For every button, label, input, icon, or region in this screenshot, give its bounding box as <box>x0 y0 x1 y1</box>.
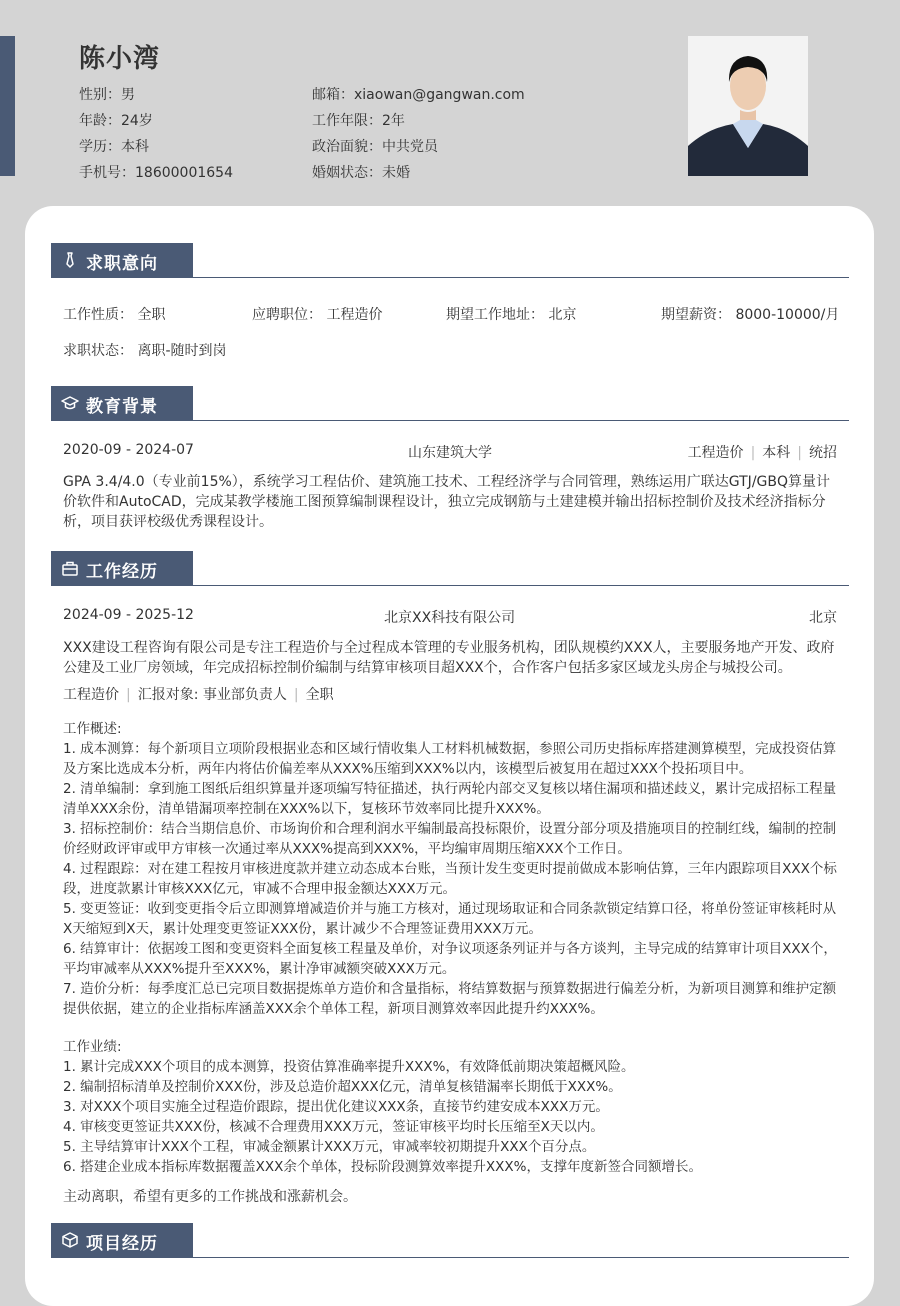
achievement-item: 2. 编制招标清单及控制价XXX份，涉及总造价超XXX亿元，清单复核错漏率长期低于XXX%。 <box>63 1079 622 1095</box>
intent-location: 期望工作地址： 北京 <box>446 307 577 323</box>
achievement-item: 4. 审核变更签证共XXX份，核减不合理费用XXX万元，签证审核平均时长压缩至X天以内。 <box>63 1119 604 1135</box>
work-section-title: 工作经历 <box>86 562 158 582</box>
education-description: GPA 3.4/4.0（专业前15%），系统学习工程估价、建筑施工技术、工程经济学与合同管理，熟练运用广联达GTJ/GBQ算量计价软件和AutoCAD，完成某教学楼施工图预算编制课程设计，独立完成钢筋与土建建模并输出招标控制价及技术经济指标分析，项目获评校级优秀课程设计。 <box>63 474 831 530</box>
intent-status: 求职状态： 离职-随时到岗 <box>63 343 227 359</box>
education-meta: 工程造价 | 本科 | 统招 <box>687 445 837 461</box>
education-major: 工程造价 <box>687 445 744 461</box>
political-status-info: 政治面貌：中共党员 <box>312 139 438 155</box>
overview-item: 3. 招标控制价：结合当期信息价、市场询价和合理利润水平编制最高投标限价，设置分部分项及措施项目的控制红线，编制的控制价经财政评审或甲方审核一次通过率从XXX%提高到XXX%，平均编审周期压缩XXX个工作日。 <box>63 821 837 857</box>
phone-info: 手机号：18600001654 <box>79 165 233 181</box>
education-info: 学历：本科 <box>79 139 149 155</box>
overview-item: 5. 变更签证：收到变更指令后立即测算增减造价并与施工方核对，通过现场取证和合同条款锁定结算口径，将单份签证审核耗时从X天缩短到X天，累计处理变更签证XXX份，累计减少不合理签证费用XXX万元。 <box>63 901 837 937</box>
tie-icon <box>61 251 79 269</box>
intent-section-header <box>51 243 849 278</box>
leave-reason: 主动离职，希望有更多的工作挑战和涨薪机会。 <box>63 1189 357 1205</box>
header-accent-bar <box>0 36 15 176</box>
achievements-label: 工作业绩: <box>63 1039 122 1055</box>
achievement-item: 5. 主导结算审计XXX个工程，审减金额累计XXX万元，审减率较初期提升XXX个百分点。 <box>63 1139 596 1155</box>
work-section-tab <box>51 551 193 585</box>
work-report-to: 汇报对象: 事业部负责人 <box>137 687 287 703</box>
work-company: 北京XX科技有限公司 <box>384 610 516 626</box>
intent-type: 工作性质： 全职 <box>63 307 166 323</box>
overview-label: 工作概述: <box>63 721 122 737</box>
intent-salary: 期望薪资： 8000-10000/月 <box>661 307 840 323</box>
work-employment: 全职 <box>305 687 334 703</box>
overview-item: 7. 造价分析：每季度汇总已完项目数据提炼单方造价和含量指标，将结算数据与预算数据进行偏差分析，为新项目测算和维护定额提供依据，建立的企业指标库涵盖XXX余个单体工程，新项目测算效率因此提升约XXX%。 <box>63 981 837 1017</box>
cube-icon <box>61 1231 79 1249</box>
graduation-cap-icon <box>61 394 79 412</box>
profile-photo <box>688 36 808 176</box>
email-info: 邮箱：xiaowan@gangwan.com <box>312 87 525 103</box>
education-school: 山东建筑大学 <box>408 445 492 461</box>
work-period: 2024-09 - 2025-12 <box>63 607 194 623</box>
intent-section-title: 求职意向 <box>86 254 158 274</box>
education-period: 2020-09 - 2024-07 <box>63 442 194 458</box>
education-section-tab <box>51 386 193 420</box>
project-section-header <box>51 1223 849 1258</box>
intent-section-tab <box>51 243 193 277</box>
achievement-item: 3. 对XXX个项目实施全过程造价跟踪，提出优化建议XXX条，直接节约建安成本XXX万元。 <box>63 1099 609 1115</box>
education-degree: 本科 <box>762 445 791 461</box>
overview-item: 2. 清单编制：拿到施工图纸后组织算量并逐项编写特征描述，执行两轮内部交叉复核以堵住漏项和描述歧义，累计完成招标工程量清单XXX余份，清单错漏项率控制在XXX%以下，复核环节效率同比提升XXX%。 <box>63 781 837 817</box>
gender-info: 性别：男 <box>79 87 135 103</box>
marital-status-info: 婚姻状态：未婚 <box>312 165 410 181</box>
work-tags: 工程造价 | 汇报对象: 事业部负责人 | 全职 <box>63 687 334 703</box>
work-overview <box>63 719 841 1019</box>
briefcase-icon <box>61 559 79 577</box>
achievement-item: 1. 累计完成XXX个项目的成本测算，投资估算准确率提升XXX%，有效降低前期决策超概风险。 <box>63 1059 635 1075</box>
age-info: 年龄：24岁 <box>79 113 153 129</box>
education-section-title: 教育背景 <box>86 397 158 417</box>
work-achievements <box>63 1037 841 1177</box>
work-years-info: 工作年限：2年 <box>312 113 405 129</box>
company-description: XXX建设工程咨询有限公司是专注工程造价与全过程成本管理的专业服务机构，团队规模约XXX人，主要服务地产开发、政府公建及工业厂房领域，年完成招标控制价编制与结算审核项目超XXX个，合作客户包括多家区域龙头房企与城投公司。 <box>63 640 835 676</box>
intent-position: 应聘职位： 工程造价 <box>252 307 383 323</box>
overview-item: 6. 结算审计：依据竣工图和变更资料全面复核工程量及单价，对争议项逐条列证并与各方谈判，主导完成的结算审计项目XXX个，平均审减率从XXX%提升至XXX%，累计净审减额突破XXX万元。 <box>63 941 837 977</box>
education-section-header <box>51 386 849 421</box>
overview-item: 4. 过程跟踪：对在建工程按月审核进度款并建立动态成本台账，当预计发生变更时提前做成本影响估算，三年内跟踪项目XXX个标段，进度款累计审核XXX亿元，审减不合理申报金额达XXX万元。 <box>63 861 837 897</box>
project-section-tab <box>51 1223 193 1257</box>
work-section-header <box>51 551 849 586</box>
overview-item: 1. 成本测算：每个新项目立项阶段根据业态和区域行情收集人工材料机械数据，参照公司历史指标库搭建测算模型，完成投资估算及方案比选成本分析，两年内将估价偏差率从XXX%压缩到XXX%以内，该模型后被复用在超过XXX个投拓项目中。 <box>63 741 837 777</box>
work-role: 工程造价 <box>63 687 119 703</box>
achievement-item: 6. 搭建企业成本指标库数据覆盖XXX余个单体，投标阶段测算效率提升XXX%，支撑年度新签合同额增长。 <box>63 1159 702 1175</box>
education-type: 统招 <box>809 445 837 461</box>
work-city: 北京 <box>809 610 837 626</box>
project-section-title: 项目经历 <box>86 1234 158 1254</box>
candidate-name: 陈小湾 <box>79 44 161 74</box>
